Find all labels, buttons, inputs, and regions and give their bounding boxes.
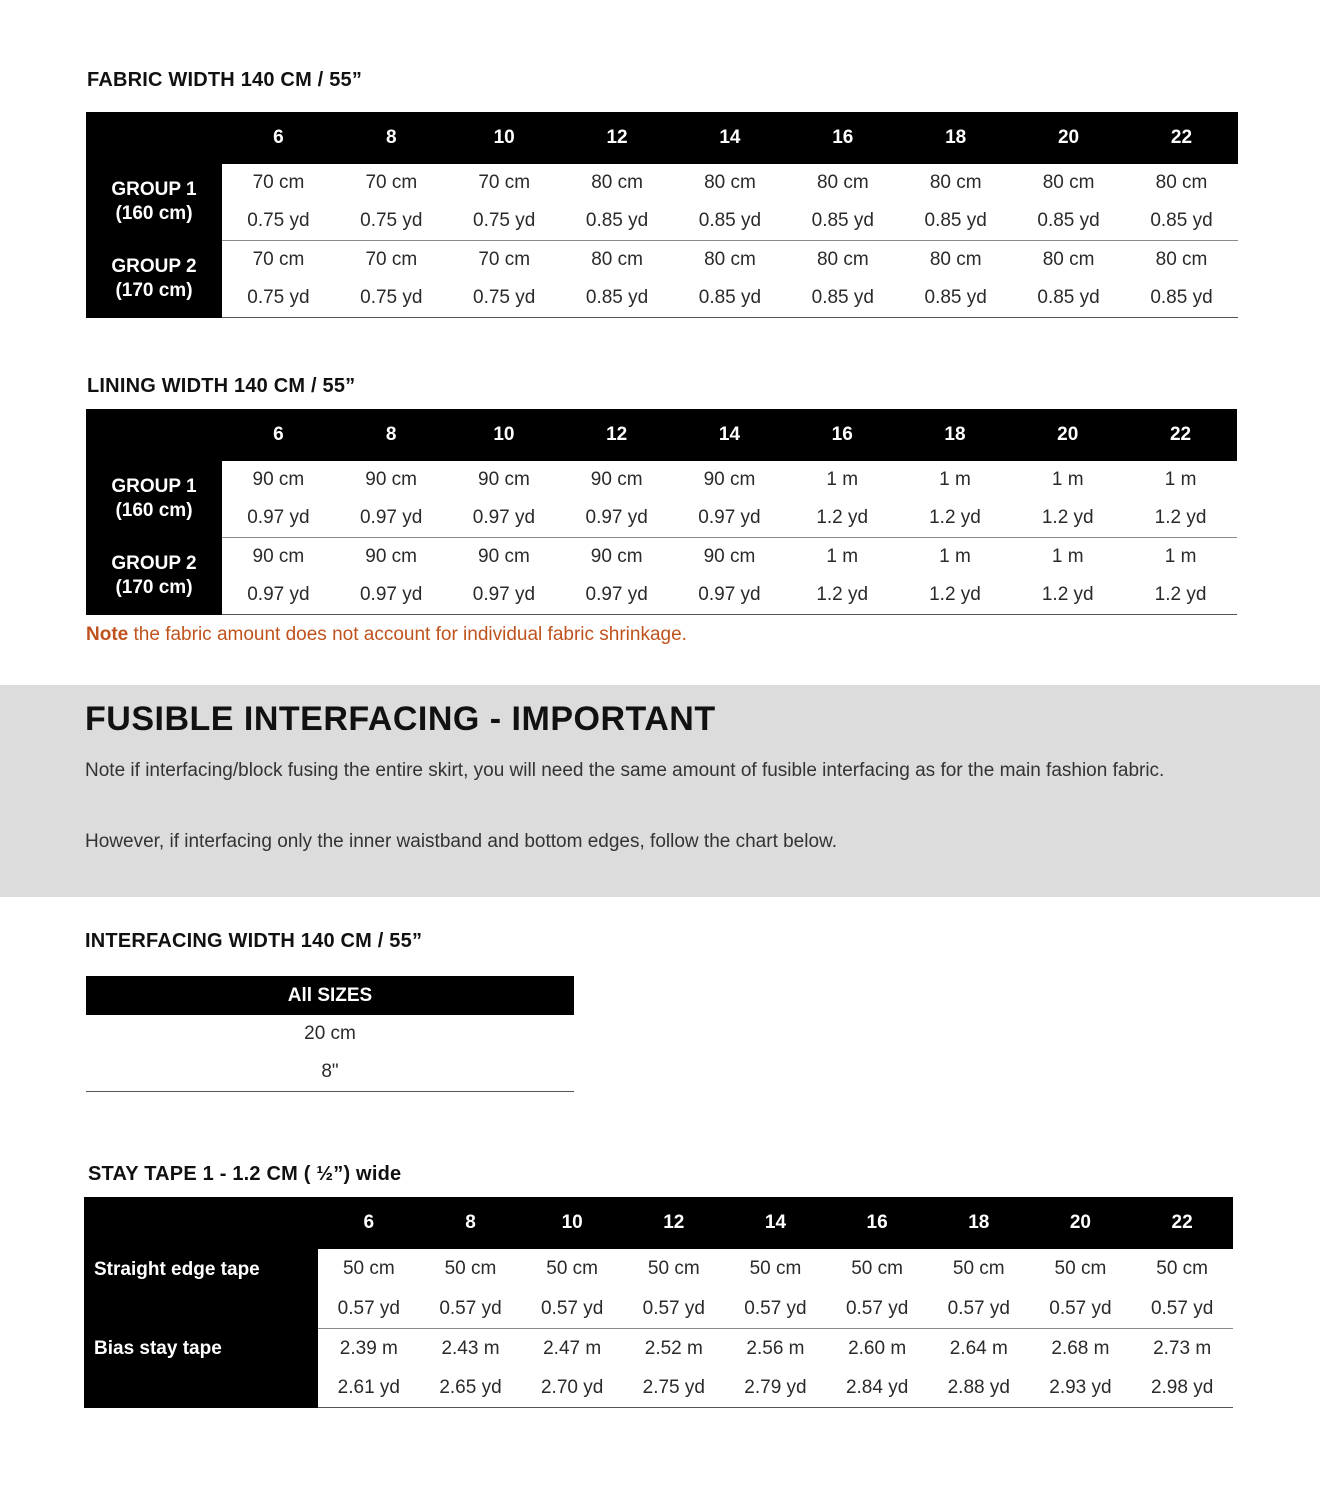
- cm-cell: 80 cm: [1155, 249, 1208, 270]
- cm-cell: 70 cm: [365, 172, 418, 193]
- cm-cell: 70 cm: [252, 172, 305, 193]
- group-height: (160 cm): [115, 203, 193, 225]
- yd-cell: 2.70 yd: [521, 1368, 623, 1408]
- length-cell: 50 cm: [444, 1258, 497, 1279]
- cm-cell: 80 cm: [704, 172, 756, 193]
- interfacing-table: [86, 976, 574, 1092]
- cm-cell: 90 cm: [590, 546, 643, 567]
- lining-table: [86, 409, 1237, 615]
- staytape-heading: STAY TAPE 1 - 1.2 CM ( ½”) wide: [88, 1163, 402, 1185]
- table-row: [86, 499, 1237, 538]
- cm-cell: 1 m: [1051, 546, 1084, 567]
- yd-cell: 0.85 yd: [674, 279, 787, 318]
- cm-cell: 90 cm: [252, 469, 305, 490]
- yd-cell: 0.97 yd: [222, 499, 335, 538]
- yd-cell: 0.85 yd: [1125, 202, 1238, 241]
- cm-cell: 90 cm: [590, 469, 643, 490]
- yd-cell: 0.97 yd: [335, 499, 448, 538]
- yd-cell: 1.2 yd: [899, 499, 1012, 538]
- note-text: the fabric amount does not account for individual fabric shrinkage.: [128, 624, 687, 645]
- yd-cell: 0.57 yd: [1030, 1289, 1132, 1329]
- lining-corner-cell: [86, 409, 222, 461]
- cm-cell: 90 cm: [703, 546, 756, 567]
- size-header: 6: [318, 1197, 420, 1249]
- yd-cell: 2.79 yd: [725, 1368, 827, 1408]
- cm-cell: 80 cm: [816, 172, 869, 193]
- length-cell: 50 cm: [952, 1258, 1005, 1279]
- yd-cell: 2.98 yd: [1131, 1368, 1233, 1408]
- cm-cell: 80 cm: [704, 249, 756, 270]
- cm-cell: 1 m: [826, 469, 859, 490]
- cm-cell: 80 cm: [1155, 172, 1208, 193]
- inch-cell: 8": [86, 1053, 574, 1092]
- yd-cell: 1.2 yd: [1124, 499, 1237, 538]
- yd-cell: 0.97 yd: [448, 576, 561, 615]
- group-name: GROUP 2: [111, 256, 197, 277]
- length-cell: 2.56 m: [746, 1337, 805, 1359]
- all-sizes-header: All SIZES: [86, 976, 574, 1015]
- yd-cell: 2.75 yd: [623, 1368, 725, 1408]
- table-row: [84, 1329, 1233, 1369]
- cm-cell: 80 cm: [929, 249, 982, 270]
- cm-cell: 1 m: [939, 469, 971, 490]
- length-cell: 2.64 m: [949, 1337, 1008, 1359]
- yd-cell: 0.75 yd: [222, 279, 335, 318]
- yd-cell: 1.2 yd: [1124, 576, 1237, 615]
- fusible-interfacing-section: [0, 685, 1320, 897]
- group-label: [86, 538, 222, 615]
- table-row: [86, 164, 1238, 202]
- group-name: GROUP 1: [111, 476, 197, 498]
- yd-cell: 0.85 yd: [1012, 279, 1125, 318]
- yd-cell: 0.97 yd: [448, 499, 561, 538]
- cm-cell: 90 cm: [365, 546, 418, 567]
- yd-cell: 0.85 yd: [674, 202, 787, 241]
- length-cell: 2.60 m: [848, 1337, 907, 1359]
- cm-cell: 70 cm: [478, 172, 531, 193]
- yd-cell: 2.65 yd: [420, 1368, 522, 1408]
- interfacing-heading: INTERFACING WIDTH 140 CM / 55”: [85, 930, 423, 952]
- yd-cell: 1.2 yd: [1011, 576, 1124, 615]
- length-cell: 50 cm: [647, 1258, 700, 1279]
- table-row: [86, 538, 1237, 577]
- fabric-heading: FABRIC WIDTH 140 CM / 55”: [87, 69, 363, 91]
- staytape-table: [84, 1197, 1233, 1408]
- size-header: 12: [623, 1197, 725, 1249]
- table-row: [86, 202, 1238, 241]
- yd-cell: 0.75 yd: [448, 202, 561, 241]
- size-header: 12: [561, 112, 674, 164]
- size-header: 14: [674, 112, 787, 164]
- fabric-size-header-row: [86, 112, 1238, 164]
- yd-cell: 0.75 yd: [222, 202, 335, 241]
- cm-cell: 1 m: [826, 546, 859, 567]
- staytape-corner-cell: [84, 1197, 318, 1249]
- cm-cell: 20 cm: [304, 1023, 356, 1044]
- length-cell: 50 cm: [546, 1258, 599, 1279]
- yd-cell: 2.84 yd: [826, 1368, 928, 1408]
- size-header: 12: [560, 409, 673, 461]
- length-cell: 2.52 m: [644, 1337, 703, 1359]
- size-header: 8: [335, 409, 448, 461]
- yd-cell: 0.57 yd: [521, 1289, 623, 1329]
- size-header: 20: [1030, 1197, 1132, 1249]
- cm-cell: 80 cm: [591, 249, 643, 270]
- tape-type-label: Straight edge tape: [84, 1249, 318, 1329]
- size-header: 10: [448, 409, 561, 461]
- cm-cell: 90 cm: [365, 469, 418, 490]
- size-header: 10: [521, 1197, 623, 1249]
- yd-cell: 1.2 yd: [786, 499, 899, 538]
- yd-cell: 0.57 yd: [928, 1289, 1030, 1329]
- size-header: 8: [335, 112, 448, 164]
- table-row: [86, 1053, 574, 1092]
- group-name: GROUP 2: [111, 553, 197, 574]
- yd-cell: 0.57 yd: [826, 1289, 928, 1329]
- yd-cell: 0.85 yd: [561, 202, 674, 241]
- cm-cell: 90 cm: [703, 469, 756, 490]
- staytape-size-header-row: [84, 1197, 1233, 1249]
- yd-cell: 0.97 yd: [222, 576, 335, 615]
- yd-cell: 0.85 yd: [1125, 279, 1238, 318]
- cm-cell: 80 cm: [1042, 249, 1095, 270]
- fusible-paragraph-1: Note if interfacing/block fusing the entire skirt, you will need the same amount of fusible interfacing as for the main fashion fabric.: [85, 760, 1165, 781]
- yd-cell: 0.85 yd: [786, 202, 899, 241]
- yd-cell: 1.2 yd: [899, 576, 1012, 615]
- cm-cell: 70 cm: [365, 249, 418, 270]
- size-header: 18: [928, 1197, 1030, 1249]
- fabric-corner-cell: [86, 112, 222, 164]
- cm-cell: 1 m: [939, 546, 971, 567]
- length-cell: 50 cm: [1054, 1258, 1107, 1279]
- length-cell: 50 cm: [851, 1258, 903, 1279]
- table-row: [86, 461, 1237, 499]
- yd-cell: 0.85 yd: [561, 279, 674, 318]
- group-name: GROUP 1: [111, 179, 197, 201]
- size-header: 6: [222, 409, 335, 461]
- fusible-title: FUSIBLE INTERFACING - IMPORTANT: [85, 700, 716, 738]
- group-height: (160 cm): [115, 500, 193, 522]
- group-label: [86, 164, 222, 241]
- yd-cell: 0.97 yd: [335, 576, 448, 615]
- table-row: [86, 241, 1238, 280]
- cm-cell: 1 m: [1164, 546, 1197, 567]
- group-label: [86, 461, 222, 538]
- group-label: [86, 241, 222, 318]
- size-header: 14: [673, 409, 786, 461]
- size-header: 16: [786, 409, 899, 461]
- length-cell: 2.43 m: [441, 1337, 500, 1359]
- size-header: 16: [786, 112, 899, 164]
- length-cell: 2.68 m: [1051, 1337, 1110, 1359]
- length-cell: 2.73 m: [1153, 1337, 1212, 1359]
- length-cell: 50 cm: [342, 1258, 395, 1279]
- cm-cell: 90 cm: [252, 546, 305, 567]
- length-cell: 2.47 m: [543, 1337, 602, 1359]
- tape-type-label: Bias stay tape: [84, 1329, 318, 1408]
- yd-cell: 0.97 yd: [673, 499, 786, 538]
- yd-cell: 2.93 yd: [1030, 1368, 1132, 1408]
- cm-cell: 80 cm: [591, 172, 643, 193]
- length-cell: 2.39 m: [339, 1337, 398, 1359]
- size-header: 20: [1012, 112, 1125, 164]
- yd-cell: 0.97 yd: [560, 499, 673, 538]
- group-height: (170 cm): [115, 577, 193, 598]
- lining-size-header-row: [86, 409, 1237, 461]
- size-header: 14: [725, 1197, 827, 1249]
- cm-cell: 1 m: [1051, 469, 1084, 490]
- cm-cell: 90 cm: [478, 469, 530, 490]
- fusible-paragraph-2: However, if interfacing only the inner waistband and bottom edges, follow the chart below.: [85, 831, 837, 852]
- interfacing-header-row: [86, 976, 574, 1015]
- note-label: Note: [86, 624, 129, 645]
- yd-cell: 0.75 yd: [335, 202, 448, 241]
- table-row: [86, 1015, 574, 1053]
- size-header: 10: [448, 112, 561, 164]
- yd-cell: 0.75 yd: [448, 279, 561, 318]
- cm-cell: 80 cm: [1042, 172, 1095, 193]
- size-header: 16: [826, 1197, 928, 1249]
- cm-cell: 90 cm: [478, 546, 530, 567]
- cm-cell: 1 m: [1164, 469, 1197, 490]
- shrinkage-note: [86, 624, 687, 646]
- group-height: (170 cm): [115, 280, 193, 301]
- table-row: [86, 576, 1237, 615]
- yd-cell: 0.75 yd: [335, 279, 448, 318]
- cm-cell: 80 cm: [816, 249, 869, 270]
- yd-cell: 0.85 yd: [786, 279, 899, 318]
- fabric-table: [86, 112, 1238, 318]
- size-header: 18: [899, 409, 1012, 461]
- cm-cell: 70 cm: [478, 249, 531, 270]
- size-header: 22: [1131, 1197, 1233, 1249]
- yd-cell: 1.2 yd: [1011, 499, 1124, 538]
- yd-cell: 0.97 yd: [673, 576, 786, 615]
- size-header: 6: [222, 112, 335, 164]
- size-header: 18: [899, 112, 1012, 164]
- size-header: 8: [420, 1197, 522, 1249]
- cm-cell: 80 cm: [929, 172, 982, 193]
- yd-cell: 0.57 yd: [318, 1289, 420, 1329]
- size-header: 22: [1124, 409, 1237, 461]
- yd-cell: 0.85 yd: [899, 202, 1012, 241]
- yd-cell: 0.85 yd: [1012, 202, 1125, 241]
- yd-cell: 2.61 yd: [318, 1368, 420, 1408]
- yd-cell: 2.88 yd: [928, 1368, 1030, 1408]
- yd-cell: 0.57 yd: [725, 1289, 827, 1329]
- yd-cell: 0.57 yd: [623, 1289, 725, 1329]
- table-row: [86, 279, 1238, 318]
- size-header: 22: [1125, 112, 1238, 164]
- lining-heading: LINING WIDTH 140 CM / 55”: [87, 375, 356, 397]
- table-row: [84, 1249, 1233, 1289]
- length-cell: 50 cm: [749, 1258, 802, 1279]
- yd-cell: 0.57 yd: [420, 1289, 522, 1329]
- yd-cell: 1.2 yd: [786, 576, 899, 615]
- length-cell: 50 cm: [1156, 1258, 1208, 1279]
- yd-cell: 0.97 yd: [560, 576, 673, 615]
- yd-cell: 0.57 yd: [1131, 1289, 1233, 1329]
- size-header: 20: [1011, 409, 1124, 461]
- yd-cell: 0.85 yd: [899, 279, 1012, 318]
- cm-cell: 70 cm: [252, 249, 305, 270]
